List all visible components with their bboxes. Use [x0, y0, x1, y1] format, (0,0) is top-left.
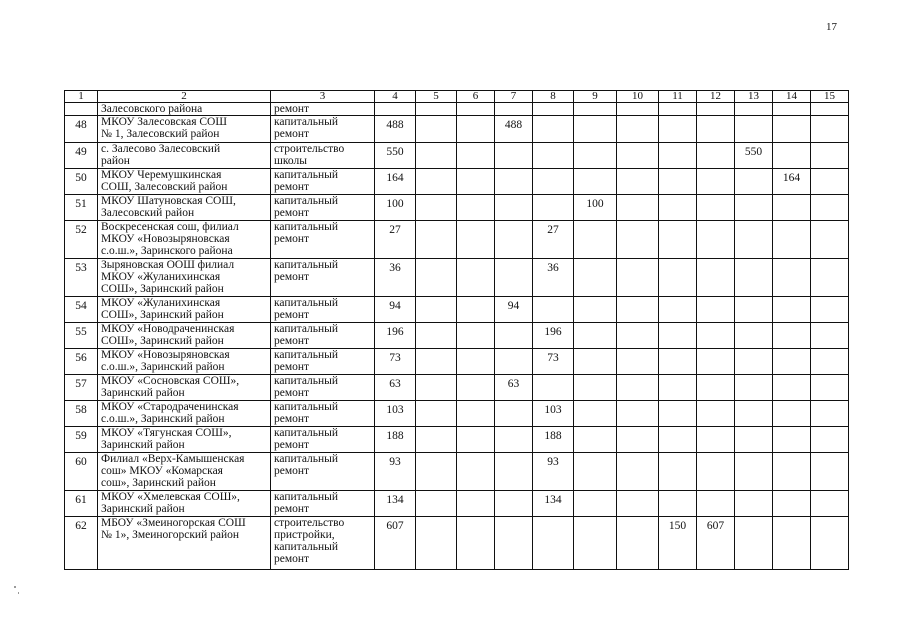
header-cell: 14 — [773, 91, 811, 103]
amount-cell — [735, 491, 773, 517]
row-number: 52 — [65, 221, 98, 259]
amount-cell — [533, 103, 574, 116]
row-number: 51 — [65, 195, 98, 221]
work-type: капитальный ремонт — [271, 375, 375, 401]
amount-cell — [697, 103, 735, 116]
row-number: 61 — [65, 491, 98, 517]
amount-cell — [811, 169, 849, 195]
amount-cell — [659, 491, 697, 517]
amount-cell — [659, 375, 697, 401]
amount-cell — [811, 195, 849, 221]
institution-name: МКОУ Шатуновская СОШ, Залесовский район — [98, 195, 271, 221]
amount-cell — [495, 221, 533, 259]
institution-name: МКОУ «Хмелевская СОШ», Заринский район — [98, 491, 271, 517]
row-number: 56 — [65, 349, 98, 375]
amount-cell — [416, 349, 457, 375]
amount-cell: 100 — [375, 195, 416, 221]
amount-cell: 196 — [375, 323, 416, 349]
amount-cell — [416, 143, 457, 169]
amount-cell — [697, 143, 735, 169]
amount-cell — [617, 517, 659, 570]
amount-cell — [457, 323, 495, 349]
amount-cell: 550 — [375, 143, 416, 169]
institution-name: Филиал «Верх-Камышенская сош» МКОУ «Комарская сош», Заринский район — [98, 453, 271, 491]
header-cell: 8 — [533, 91, 574, 103]
amount-cell — [495, 453, 533, 491]
amount-cell — [735, 375, 773, 401]
amount-cell — [735, 259, 773, 297]
institution-name: МКОУ «Сосновская СОШ», Заринский район — [98, 375, 271, 401]
amount-cell: 196 — [533, 323, 574, 349]
amount-cell: 63 — [495, 375, 533, 401]
institution-name: МКОУ «Тягунская СОШ», Заринский район — [98, 427, 271, 453]
amount-cell — [773, 297, 811, 323]
amount-cell — [811, 297, 849, 323]
amount-cell — [574, 297, 617, 323]
amount-cell — [659, 143, 697, 169]
amount-cell — [416, 103, 457, 116]
amount-cell — [773, 116, 811, 143]
amount-cell — [416, 517, 457, 570]
amount-cell: 188 — [533, 427, 574, 453]
amount-cell — [773, 143, 811, 169]
amount-cell — [773, 517, 811, 570]
institution-name: Залесовского района — [98, 103, 271, 116]
table-row — [65, 221, 849, 259]
amount-cell — [457, 517, 495, 570]
amount-cell — [659, 323, 697, 349]
amount-cell — [773, 259, 811, 297]
amount-cell — [416, 169, 457, 195]
amount-cell — [811, 103, 849, 116]
amount-cell — [811, 401, 849, 427]
institution-name: МБОУ «Змеиногорская СОШ № 1», Змеиногорский район — [98, 517, 271, 570]
amount-cell: 607 — [375, 517, 416, 570]
amount-cell: 27 — [533, 221, 574, 259]
amount-cell — [811, 259, 849, 297]
amount-cell: 73 — [533, 349, 574, 375]
amount-cell — [495, 517, 533, 570]
amount-cell: 164 — [773, 169, 811, 195]
institution-name: МКОУ «Новодраченинская СОШ», Заринский район — [98, 323, 271, 349]
header-cell: 2 — [98, 91, 271, 103]
amount-cell — [495, 349, 533, 375]
amount-cell — [457, 453, 495, 491]
amount-cell — [697, 375, 735, 401]
row-number — [65, 103, 98, 116]
amount-cell — [416, 323, 457, 349]
amount-cell — [617, 349, 659, 375]
amount-cell — [811, 323, 849, 349]
amount-cell — [617, 103, 659, 116]
header-cell: 3 — [271, 91, 375, 103]
amount-cell — [457, 349, 495, 375]
amount-cell — [495, 103, 533, 116]
work-type: капитальный ремонт — [271, 427, 375, 453]
amount-cell — [533, 297, 574, 323]
amount-cell: 27 — [375, 221, 416, 259]
amount-cell — [659, 401, 697, 427]
header-cell: 15 — [811, 91, 849, 103]
amount-cell — [457, 116, 495, 143]
amount-cell — [811, 517, 849, 570]
amount-cell: 36 — [533, 259, 574, 297]
table-row — [65, 297, 849, 323]
amount-cell — [735, 169, 773, 195]
amount-cell — [416, 259, 457, 297]
table-row — [65, 401, 849, 427]
amount-cell — [617, 259, 659, 297]
amount-cell: 93 — [533, 453, 574, 491]
amount-cell — [617, 453, 659, 491]
table-row — [65, 517, 849, 570]
amount-cell — [416, 297, 457, 323]
amount-cell — [617, 143, 659, 169]
amount-cell — [811, 221, 849, 259]
work-type: капитальный ремонт — [271, 195, 375, 221]
amount-cell — [697, 169, 735, 195]
institution-name: Зыряновская ООШ филиал МКОУ «Жуланихинская СОШ», Заринский район — [98, 259, 271, 297]
amount-cell — [574, 221, 617, 259]
amount-cell — [697, 427, 735, 453]
institution-name: Воскресенская сош, филиал МКОУ «Новозыряновская с.о.ш.», Заринского района — [98, 221, 271, 259]
amount-cell — [416, 427, 457, 453]
amount-cell — [697, 491, 735, 517]
amount-cell — [811, 116, 849, 143]
amount-cell: 93 — [375, 453, 416, 491]
amount-cell — [811, 491, 849, 517]
work-type: ремонт — [271, 103, 375, 116]
amount-cell — [457, 195, 495, 221]
amount-cell — [574, 323, 617, 349]
amount-cell — [773, 453, 811, 491]
institution-name: МКОУ Залесовская СОШ № 1, Залесовский район — [98, 116, 271, 143]
work-type: капитальный ремонт — [271, 349, 375, 375]
amount-cell — [811, 453, 849, 491]
amount-cell — [659, 259, 697, 297]
amount-cell — [811, 375, 849, 401]
table-row — [65, 349, 849, 375]
institution-name: с. Залесово Залесовский район — [98, 143, 271, 169]
header-cell: 6 — [457, 91, 495, 103]
table-row — [65, 323, 849, 349]
amount-cell — [416, 401, 457, 427]
amount-cell — [574, 259, 617, 297]
table-row — [65, 195, 849, 221]
amount-cell — [533, 116, 574, 143]
amount-cell — [457, 401, 495, 427]
table-row — [65, 453, 849, 491]
row-number: 48 — [65, 116, 98, 143]
work-type: капитальный ремонт — [271, 491, 375, 517]
amount-cell — [811, 349, 849, 375]
row-number: 62 — [65, 517, 98, 570]
amount-cell — [697, 259, 735, 297]
amount-cell — [617, 297, 659, 323]
amount-cell — [659, 195, 697, 221]
amount-cell — [735, 297, 773, 323]
amount-cell — [697, 221, 735, 259]
header-cell: 5 — [416, 91, 457, 103]
amount-cell — [574, 491, 617, 517]
row-number: 58 — [65, 401, 98, 427]
amount-cell — [617, 491, 659, 517]
amount-cell — [495, 195, 533, 221]
amount-cell — [773, 221, 811, 259]
amount-cell — [495, 323, 533, 349]
amount-cell — [735, 323, 773, 349]
amount-cell — [773, 427, 811, 453]
amount-cell — [659, 221, 697, 259]
amount-cell — [495, 491, 533, 517]
amount-cell — [457, 169, 495, 195]
amount-cell — [735, 103, 773, 116]
header-cell: 1 — [65, 91, 98, 103]
amount-cell — [697, 453, 735, 491]
amount-cell — [574, 375, 617, 401]
amount-cell — [574, 169, 617, 195]
amount-cell — [574, 453, 617, 491]
amount-cell: 164 — [375, 169, 416, 195]
table-row — [65, 169, 849, 195]
amount-cell — [773, 349, 811, 375]
amount-cell — [697, 401, 735, 427]
work-type: капитальный ремонт — [271, 297, 375, 323]
amount-cell — [773, 103, 811, 116]
amount-cell — [617, 195, 659, 221]
amount-cell — [574, 401, 617, 427]
amount-cell — [697, 195, 735, 221]
amount-cell — [697, 323, 735, 349]
amount-cell — [735, 349, 773, 375]
work-type: капитальный ремонт — [271, 401, 375, 427]
repair-program-table — [64, 90, 849, 570]
table-row — [65, 143, 849, 169]
table-row — [65, 375, 849, 401]
amount-cell — [495, 427, 533, 453]
amount-cell — [495, 259, 533, 297]
amount-cell — [533, 375, 574, 401]
table-row — [65, 427, 849, 453]
amount-cell — [574, 517, 617, 570]
amount-cell — [811, 427, 849, 453]
amount-cell — [735, 195, 773, 221]
amount-cell — [416, 116, 457, 143]
work-type: капитальный ремонт — [271, 169, 375, 195]
header-cell: 10 — [617, 91, 659, 103]
row-number: 59 — [65, 427, 98, 453]
amount-cell — [735, 401, 773, 427]
amount-cell — [735, 453, 773, 491]
amount-cell — [533, 169, 574, 195]
amount-cell — [735, 221, 773, 259]
header-cell: 7 — [495, 91, 533, 103]
amount-cell — [457, 491, 495, 517]
amount-cell: 103 — [533, 401, 574, 427]
amount-cell — [457, 375, 495, 401]
table-body — [65, 91, 849, 570]
row-number: 54 — [65, 297, 98, 323]
amount-cell — [495, 401, 533, 427]
row-number: 55 — [65, 323, 98, 349]
amount-cell — [617, 375, 659, 401]
amount-cell — [457, 427, 495, 453]
row-number: 53 — [65, 259, 98, 297]
institution-name: МКОУ «Жуланихинская СОШ», Заринский район — [98, 297, 271, 323]
amount-cell: 134 — [375, 491, 416, 517]
amount-cell — [457, 103, 495, 116]
amount-cell — [457, 221, 495, 259]
amount-cell — [697, 116, 735, 143]
work-type: капитальный ремонт — [271, 323, 375, 349]
amount-cell — [617, 401, 659, 427]
work-type: капитальный ремонт — [271, 453, 375, 491]
amount-cell — [659, 297, 697, 323]
amount-cell — [416, 195, 457, 221]
amount-cell: 150 — [659, 517, 697, 570]
amount-cell — [574, 427, 617, 453]
amount-cell: 63 — [375, 375, 416, 401]
amount-cell — [659, 169, 697, 195]
amount-cell — [495, 169, 533, 195]
amount-cell: 100 — [574, 195, 617, 221]
amount-cell — [735, 427, 773, 453]
header-row — [65, 91, 849, 103]
amount-cell — [659, 453, 697, 491]
header-cell: 13 — [735, 91, 773, 103]
amount-cell — [416, 491, 457, 517]
amount-cell: 488 — [495, 116, 533, 143]
amount-cell: 188 — [375, 427, 416, 453]
header-cell: 9 — [574, 91, 617, 103]
header-cell: 4 — [375, 91, 416, 103]
scan-artifact — [14, 586, 16, 588]
header-cell: 11 — [659, 91, 697, 103]
amount-cell — [533, 517, 574, 570]
amount-cell — [457, 259, 495, 297]
amount-cell — [617, 221, 659, 259]
amount-cell — [773, 491, 811, 517]
amount-cell — [457, 143, 495, 169]
amount-cell — [773, 401, 811, 427]
amount-cell — [617, 169, 659, 195]
table-row — [65, 103, 849, 116]
amount-cell — [773, 195, 811, 221]
amount-cell — [735, 517, 773, 570]
table-row — [65, 116, 849, 143]
amount-cell — [811, 143, 849, 169]
amount-cell — [773, 323, 811, 349]
amount-cell — [574, 103, 617, 116]
amount-cell — [574, 143, 617, 169]
amount-cell — [697, 297, 735, 323]
amount-cell — [697, 349, 735, 375]
amount-cell: 103 — [375, 401, 416, 427]
work-type: строительство школы — [271, 143, 375, 169]
amount-cell — [617, 323, 659, 349]
amount-cell — [659, 427, 697, 453]
amount-cell — [617, 427, 659, 453]
amount-cell — [574, 349, 617, 375]
amount-cell: 73 — [375, 349, 416, 375]
work-type: капитальный ремонт — [271, 259, 375, 297]
amount-cell — [495, 143, 533, 169]
amount-cell — [659, 103, 697, 116]
amount-cell — [533, 143, 574, 169]
amount-cell — [773, 375, 811, 401]
page-number: 17 — [826, 21, 837, 33]
work-type: капитальный ремонт — [271, 116, 375, 143]
amount-cell: 550 — [735, 143, 773, 169]
amount-cell — [735, 116, 773, 143]
amount-cell — [416, 221, 457, 259]
row-number: 60 — [65, 453, 98, 491]
amount-cell: 488 — [375, 116, 416, 143]
institution-name: МКОУ «Стародраченинская с.о.ш.», Заринский район — [98, 401, 271, 427]
row-number: 57 — [65, 375, 98, 401]
amount-cell: 36 — [375, 259, 416, 297]
header-cell: 12 — [697, 91, 735, 103]
amount-cell — [617, 116, 659, 143]
table-row — [65, 259, 849, 297]
institution-name: МКОУ «Новозыряновская с.о.ш.», Заринский район — [98, 349, 271, 375]
row-number: 50 — [65, 169, 98, 195]
amount-cell — [375, 103, 416, 116]
amount-cell: 94 — [495, 297, 533, 323]
table-row — [65, 491, 849, 517]
work-type: капитальный ремонт — [271, 221, 375, 259]
scan-artifact — [18, 592, 19, 594]
amount-cell: 607 — [697, 517, 735, 570]
work-type: строительство пристройки, капитальный ремонт — [271, 517, 375, 570]
amount-cell — [533, 195, 574, 221]
amount-cell: 94 — [375, 297, 416, 323]
amount-cell — [457, 297, 495, 323]
amount-cell — [574, 116, 617, 143]
row-number: 49 — [65, 143, 98, 169]
amount-cell — [416, 453, 457, 491]
institution-name: МКОУ Черемушкинская СОШ, Залесовский район — [98, 169, 271, 195]
amount-cell: 134 — [533, 491, 574, 517]
amount-cell — [659, 349, 697, 375]
amount-cell — [416, 375, 457, 401]
amount-cell — [659, 116, 697, 143]
